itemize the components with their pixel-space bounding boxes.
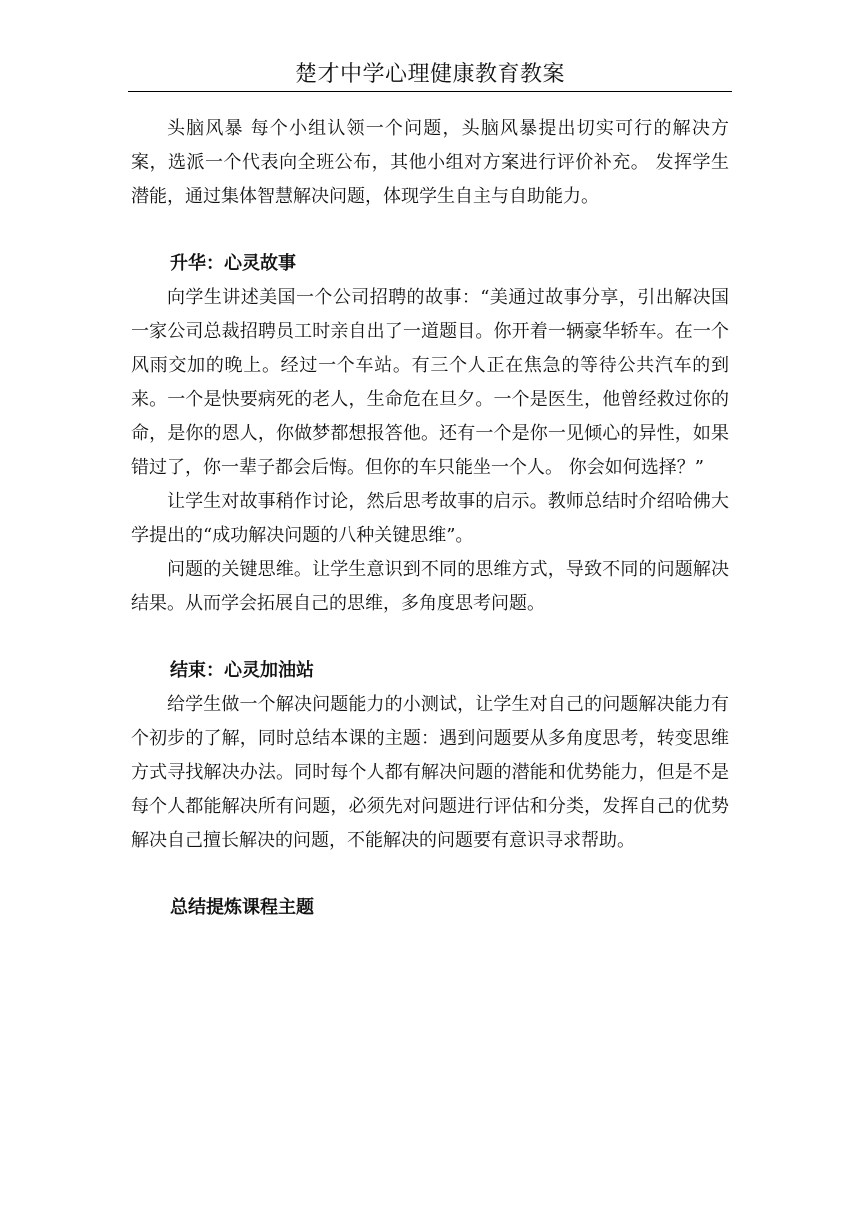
header-divider: [128, 91, 732, 92]
ending-heading: 结束：心灵加油站: [170, 660, 314, 681]
story-paragraph-2: 让学生对故事稍作讨论，然后思考故事的启示。教师总结时介绍哈佛大学提出的“成功解决问题的八种关键思维”。: [131, 491, 729, 546]
story-heading: 升华：心灵故事: [170, 253, 296, 274]
section-spacer: [131, 621, 729, 654]
ending-paragraph: 给学生做一个解决问题能力的小测试，让学生对自己的问题解决能力有个初步的了解，同时总结本课的主题：遇到问题要从多角度思考，转变思维方式寻找解决办法。同时每个人都有解决问题的潜能和优势能力，但是不是每个人都能解决所有问题，必须先对问题进行评估和分类，发挥自己的优势解决自己擅长解决的问题，不能解决的问题要有意识寻求帮助。: [131, 694, 729, 851]
page-header-title: 楚才中学心理健康教育教案: [294, 62, 565, 87]
summary-heading: 总结提炼课程主题: [170, 897, 314, 918]
brainstorm-paragraph: 头脑风暴 每个小组认领一个问题，头脑风暴提出切实可行的解决方案，选派一个代表向全班公布，其他小组对方案进行评价补充。 发挥学生潜能，通过集体智慧解决问题，体现学生自主与自助能力。: [131, 118, 729, 207]
section-spacer: [131, 858, 729, 891]
document-body: [131, 112, 729, 925]
story-paragraph-3: 问题的关键思维。让学生意识到不同的思维方式，导致不同的问题解决结果。从而学会拓展自己的思维，多角度思考问题。: [131, 559, 729, 614]
section-spacer: [131, 214, 729, 247]
story-paragraph-1: 向学生讲述美国一个公司招聘的故事：“美通过故事分享，引出解决国一家公司总裁招聘员工时亲自出了一道题目。你开着一辆豪华轿车。在一个风雨交加的晚上。经过一个车站。有三个人正在焦急的等待公共汽车的到来。一个是快要病死的老人，生命危在旦夕。一个是医生，他曾经救过你的命，是你的恩人，你做梦都想报答他。还有一个是你一见倾心的异性，如果错过了，你一辈子都会后悔。但你的车只能坐一个人。 你会如何选择？”: [131, 287, 729, 478]
